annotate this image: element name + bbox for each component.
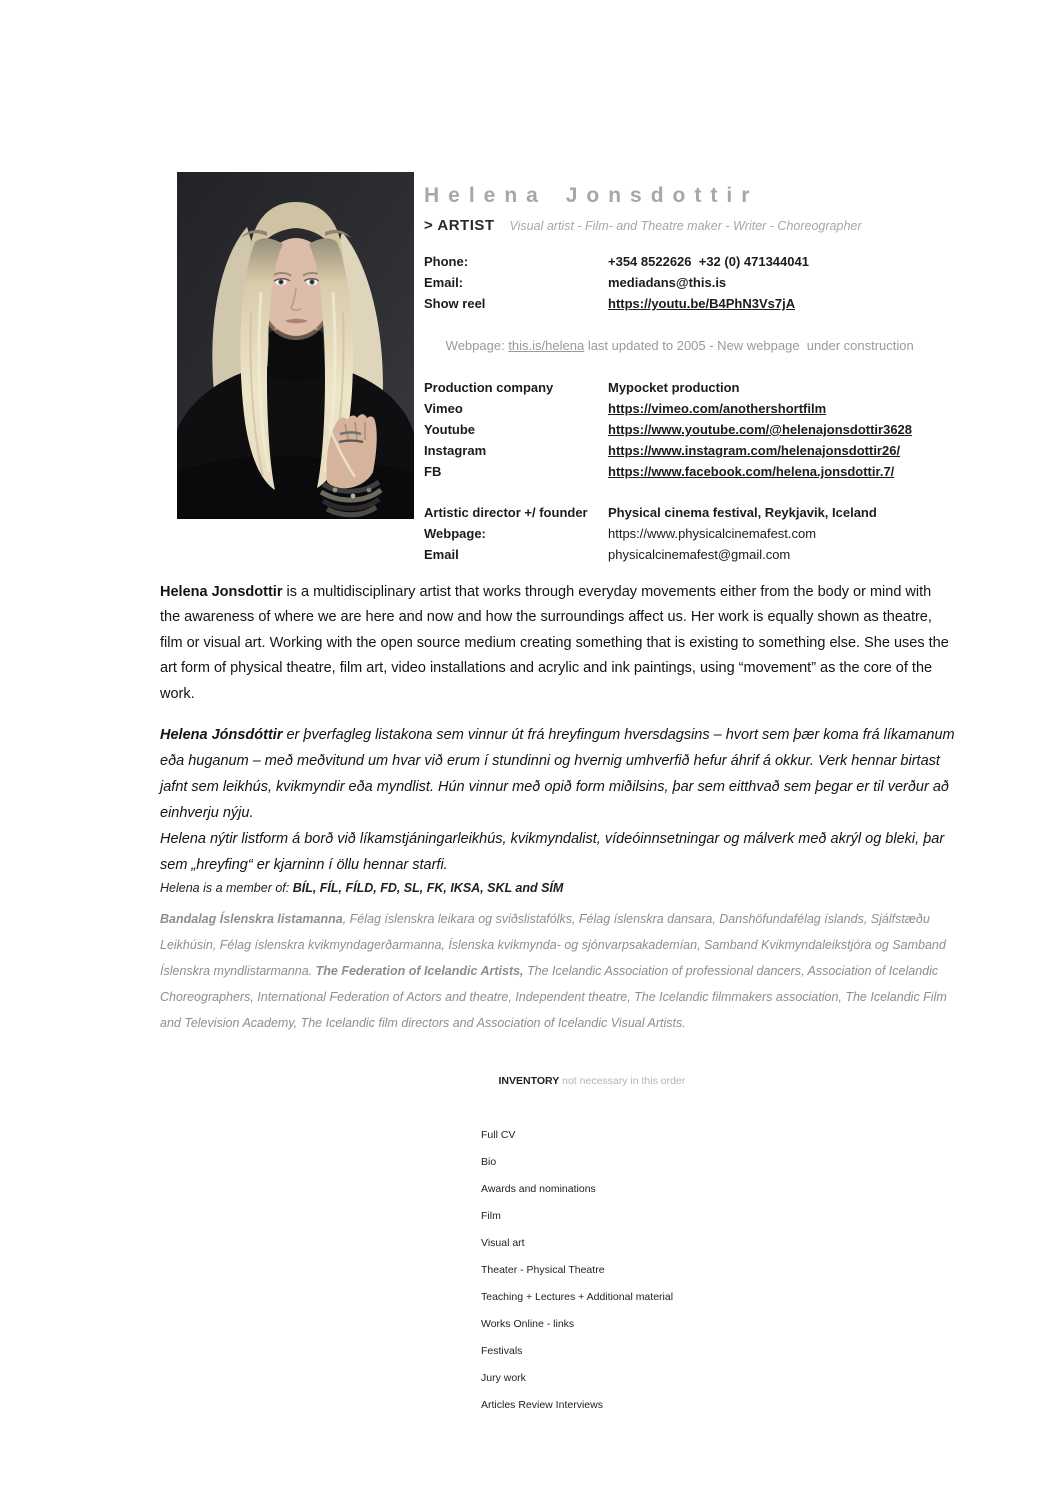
membership-section xyxy=(160,881,952,1036)
artist-subtitle: Visual artist - Film- and Theatre maker - Writer - Choreographer xyxy=(509,219,862,233)
director-value: Physical cinema festival, Reykjavik, Iceland xyxy=(608,505,877,520)
festival-email-value: physicalcinemafest@gmail.com xyxy=(608,547,791,562)
header xyxy=(424,184,984,234)
inventory-item-film: Film xyxy=(481,1210,501,1222)
email-value: mediadans@this.is xyxy=(608,275,727,290)
email-label: Email: xyxy=(424,275,464,290)
inventory-item-articles: Articles Review Interviews xyxy=(481,1399,603,1411)
bio-english-lead: Helena Jonsdottir xyxy=(160,583,283,600)
inventory-heading xyxy=(481,1041,801,1122)
contact-block xyxy=(424,251,964,565)
youtube-link[interactable]: https://www.youtube.com/@helenajonsdottir3628 xyxy=(608,422,913,437)
bio-english xyxy=(160,580,955,708)
artist-label: > ARTIST xyxy=(424,217,495,234)
bio-icelandic xyxy=(160,722,965,878)
phone-label: Phone: xyxy=(424,254,469,269)
fb-link[interactable]: https://www.facebook.com/helena.jonsdottir.7/ xyxy=(608,464,895,479)
contact-row-fb xyxy=(424,461,964,482)
webpage-note-suffix: last updated to 2005 - New webpage under construction xyxy=(584,338,914,353)
contact-row-vimeo xyxy=(424,398,964,419)
contact-row-showreel xyxy=(424,293,964,314)
membership-detail xyxy=(160,906,952,1036)
inventory-item-festivals: Festivals xyxy=(481,1345,523,1357)
director-label: Artistic director +/ founder xyxy=(424,505,588,520)
inventory-title: INVENTORY xyxy=(498,1075,560,1087)
membership-english-text: The Icelandic Association of professional dancers, Association of Icelandic Choreographers, International Federation of Actors and theatre, Independent theatre, The Icelandic filmmakers association, The Icelandic Film and Television Academy, The Icelandic film directors and Association of Icelandic Visual Artists. xyxy=(160,964,947,1030)
artist-row xyxy=(424,217,984,234)
portrait-photo xyxy=(177,172,414,519)
webpage-note xyxy=(424,314,964,377)
membership-intro-line xyxy=(160,881,952,895)
webpage-note-link[interactable]: this.is/helena xyxy=(508,338,585,353)
instagram-label: Instagram xyxy=(424,443,487,458)
showreel-label: Show reel xyxy=(424,296,486,311)
inventory-item-visual-art: Visual art xyxy=(481,1237,525,1249)
webpage-note-prefix: Webpage: xyxy=(445,338,509,353)
inventory-item-jury-work: Jury work xyxy=(481,1372,526,1384)
inventory-item-awards: Awards and nominations xyxy=(481,1183,596,1195)
vimeo-link[interactable]: https://vimeo.com/anothershortfilm xyxy=(608,401,827,416)
bio-icelandic-lead: Helena Jónsdóttir xyxy=(160,726,283,743)
bio-icelandic-text-1: er þverfagleg listakona sem vinnur út frá hreyfingum hversdagsins – hvort sem þær koma frá líkamanum eða huganum – með meðvitund um hvar við erum í stundinni og hvernig umhverfið hefur áhrif á okkur. Verk hennar birtast jafnt sem leikhús, kvikmyndir eða myndlist. Hún vinnur með opið form miðilsins, þar sem eitthvað sem þegar er til verður að einhverju nýju. xyxy=(160,726,955,821)
bio-english-text: is a multidisciplinary artist that works through everyday movements either from the body or mind with the awareness of where we are here and now and how the surroundings affect us. Her work is equally shown as theatre, film or visual art. Working with the open source medium creating something that is existing to something else. She uses the art form of physical theatre, film art, video installations and acrylic and ink paintings, using “movement” as the core of the work. xyxy=(160,583,949,702)
membership-icelandic-lead: Bandalag Íslenskra listamanna xyxy=(160,912,343,926)
showreel-link[interactable]: https://youtu.be/B4PhN3Vs7jA xyxy=(608,296,796,311)
inventory-item-bio: Bio xyxy=(481,1156,497,1168)
fb-label: FB xyxy=(424,464,442,479)
inventory-item-full-cv: Full CV xyxy=(481,1129,516,1141)
page-title: Helena Jonsdottir xyxy=(424,184,759,207)
festival-row-email xyxy=(424,544,964,565)
phone-value: +354 8522626 +32 (0) 471344041 xyxy=(608,254,809,269)
membership-intro: Helena is a member of: xyxy=(160,881,293,895)
contact-row-instagram xyxy=(424,440,964,461)
inventory-note: not necessary in this order xyxy=(559,1075,686,1087)
spacer xyxy=(424,482,964,502)
inventory-item-theater: Theater - Physical Theatre xyxy=(481,1264,605,1276)
membership-icelandic-text: , Félag íslenskra leikara og sviðslistafólks, Félag íslenskra dansara, Danshöfundafélag íslands, Sjálfstæðu Leikhúsin, Félag íslenskra kvikmyndagerðarmanna, Íslenska kvikmynda- og sjónvarpsakademían, Samband Kvikmyndaleikstjóra og Samband Íslenskra myndlistarmanna. xyxy=(160,912,946,978)
production-value: Mypocket production xyxy=(608,380,740,395)
festival-row-director xyxy=(424,502,964,523)
inventory-section xyxy=(481,1041,801,1419)
youtube-label: Youtube xyxy=(424,422,476,437)
inventory-item-teaching: Teaching + Lectures + Additional material xyxy=(481,1291,674,1303)
contact-row-phone xyxy=(424,251,964,272)
festival-row-webpage xyxy=(424,523,964,544)
portrait-photo-art xyxy=(177,172,414,519)
production-label: Production company xyxy=(424,380,554,395)
vimeo-label: Vimeo xyxy=(424,401,463,416)
contact-row-production xyxy=(424,377,964,398)
festival-email-label: Email xyxy=(424,547,459,562)
inventory-item-works-online: Works Online - links xyxy=(481,1318,575,1330)
festival-webpage-label: Webpage: xyxy=(424,526,486,541)
bio-icelandic-text-2: Helena nýtir listform á borð við líkamstjáningarleikhús, kvikmyndalist, vídeóinnsetningar og málverk með akrýl og bleki, þar sem „hreyfing“ er kjarninn í öllu hennar starfi. xyxy=(160,830,945,873)
contact-row-email xyxy=(424,272,964,293)
festival-webpage-value: https://www.physicalcinemafest.com xyxy=(608,526,817,541)
instagram-link[interactable]: https://www.instagram.com/helenajonsdottir26/ xyxy=(608,443,901,458)
membership-english-lead: The Federation of Icelandic Artists, xyxy=(315,964,524,978)
contact-row-youtube xyxy=(424,419,964,440)
membership-orgs: BÍL, FÍL, FÍLD, FD, SL, FK, IKSA, SKL and SÍM xyxy=(292,881,564,895)
